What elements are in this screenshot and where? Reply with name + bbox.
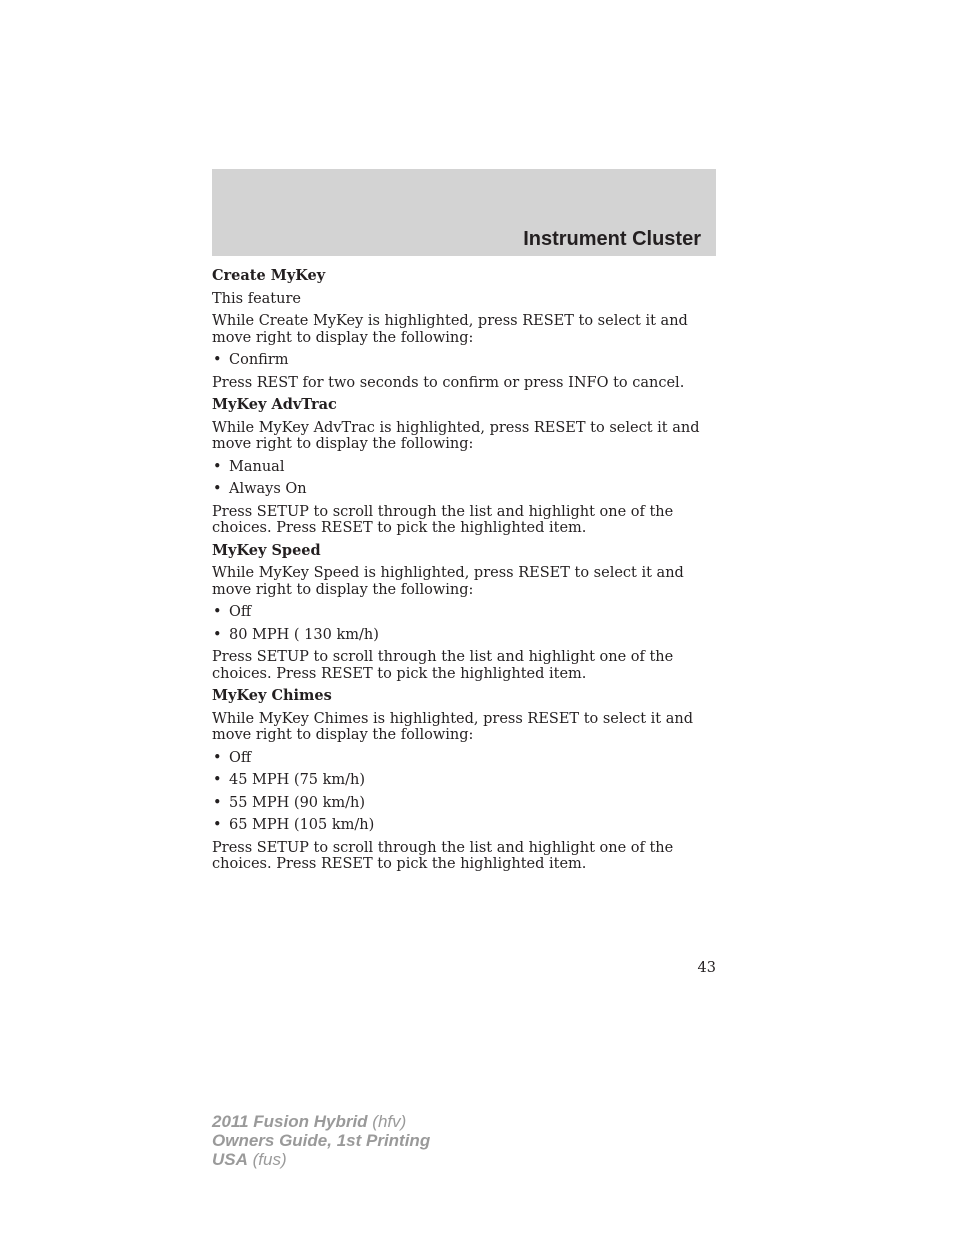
option-list [212,352,716,369]
list-item: • Manual [212,459,716,476]
footer-line-region [212,1150,430,1169]
option-list [212,459,716,498]
document-footer [212,1112,430,1169]
section-note: Press SETUP to scroll through the list and highlight one of the choices. Press RESET to pick the highlighted item. [212,649,674,682]
footer-model-code: (hfv) [372,1112,407,1131]
section-note: Press SETUP to scroll through the list and highlight one of the choices. Press RESET to pick the highlighted item. [212,839,674,872]
footer-region-name: USA [212,1150,248,1169]
section-heading-create-mykey: Create MyKey [212,267,326,284]
section-paragraph: While Create MyKey is highlighted, press RESET to select it and move right to display the following: [212,313,688,346]
footer-line-printing: Owners Guide, 1st Printing [212,1131,431,1150]
section-heading-mykey-chimes: MyKey Chimes [212,687,332,704]
footer-line-model [212,1112,430,1131]
list-item: • Off [212,750,716,767]
section-heading-mykey-speed: MyKey Speed [212,541,321,559]
list-item: • 65 MPH (105 km/h) [212,817,716,834]
list-item: • Off [212,604,716,621]
section-title: Instrument Cluster [523,228,701,250]
page-content [212,268,716,879]
section-paragraph: While MyKey Speed is highlighted, press RESET to select it and move right to display the following: [212,565,684,598]
list-item: • Confirm [212,352,716,369]
page-number: 43 [697,960,716,976]
section-paragraph: While MyKey AdvTrac is highlighted, press RESET to select it and move right to display the following: [212,419,700,452]
option-list [212,750,716,834]
section-paragraph: While MyKey Chimes is highlighted, press RESET to select it and move right to display the following: [212,710,693,743]
list-item: • 80 MPH ( 130 km/h) [212,627,716,644]
list-item: • Always On [212,481,716,498]
section-header-band [212,169,716,256]
section-heading-mykey-advtrac: MyKey AdvTrac [212,396,337,413]
list-item: • 55 MPH (90 km/h) [212,795,716,812]
section-intro: This feature [212,290,301,307]
list-item: • 45 MPH (75 km/h) [212,772,716,789]
option-list [212,604,716,643]
footer-model-name: 2011 Fusion Hybrid [212,1112,368,1131]
footer-region-code: (fus) [252,1150,287,1169]
section-note: Press SETUP to scroll through the list and highlight one of the choices. Press RESET to pick the highlighted item. [212,503,674,536]
section-note: Press REST for two seconds to confirm or press INFO to cancel. [212,374,685,391]
